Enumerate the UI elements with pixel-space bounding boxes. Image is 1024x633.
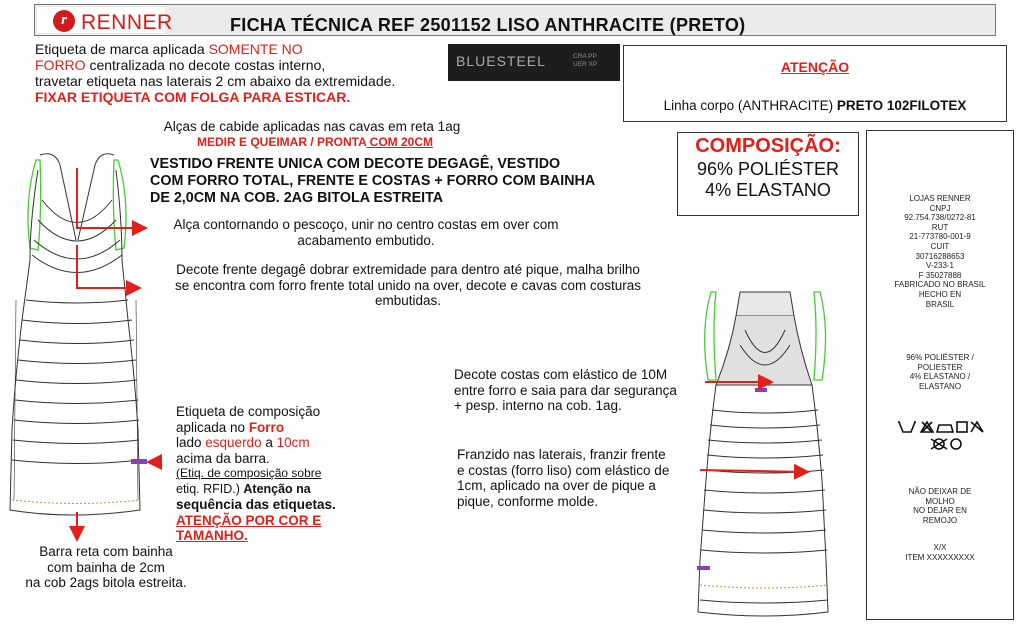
- comp-line: aplicada no: [176, 419, 249, 435]
- gathering-line: 1cm, aplicado na over de pique a: [457, 478, 656, 493]
- back-rfid-marker: [697, 566, 710, 570]
- brand-mark-icon: r: [53, 10, 75, 32]
- instr-line3: travetar etiqueta nas laterais 2 cm abaixo da extremidade.: [35, 73, 396, 89]
- care-line: MOLHO: [925, 496, 955, 506]
- desc-line: DE 2,0CM NA COB. 2AG BITOLA ESTREITA: [150, 190, 444, 206]
- brand-label-name: BLUESTEEL: [456, 53, 546, 69]
- back-neck-line: entre forro e saia para dar segurança: [454, 382, 677, 398]
- hanger-measure-b: COM 20CM: [366, 135, 434, 149]
- care-line: HECHO EN: [918, 289, 962, 299]
- neckline-line: se encontra com forro frente total unido na over, decote e cavas com costuras: [174, 277, 641, 293]
- comp-line: Etiqueta de composição: [176, 404, 321, 419]
- back-dress-sketch: [698, 292, 828, 616]
- care-line: NÃO DEIXAR DE: [908, 487, 972, 496]
- strap-line: Alça contornando o pescoço, unir no centro costas em over com: [173, 217, 559, 232]
- front-label-marker: [131, 459, 147, 464]
- gathering-line: e costas (forro liso) com elástico de: [457, 462, 670, 478]
- composition-line2: 4% ELASTANO: [705, 180, 831, 200]
- comp-color-size: ATENÇÃO POR COR E: [176, 512, 322, 528]
- fineprint-line: UER XP: [573, 61, 598, 68]
- annotation-arrows: [77, 168, 808, 540]
- care-size: X/X: [933, 543, 947, 552]
- composition-line1: 96% POLIÉSTER: [696, 159, 840, 179]
- hem-line: na cob 2ags bitola estreita.: [25, 575, 187, 590]
- comp-line: acima da barra.: [176, 450, 270, 466]
- care-line: BRASIL: [925, 299, 955, 309]
- comp-lining: Forro: [248, 419, 285, 435]
- care-item: ITEM XXXXXXXXX: [905, 553, 975, 562]
- comp-attention: Atenção na: [243, 481, 311, 496]
- back-neck-line: + pesp. interno na cob. 1ag.: [454, 398, 622, 413]
- neckline-line: embutidas.: [374, 293, 442, 308]
- page-title: FICHA TÉCNICA REF 2501152 LISO ANTHRACITE (PRETO): [230, 15, 746, 35]
- care-line: RUT: [931, 222, 949, 232]
- care-line: FABRICADO NO BRASIL: [894, 280, 986, 290]
- desc-line: COM FORRO TOTAL, FRENTE E COSTAS + FORRO COM BAINHA: [150, 173, 596, 189]
- composition-title: COMPOSIÇÃO:: [695, 135, 841, 157]
- hanger-note: Alças de cabide aplicadas nas cavas em reta 1ag: [163, 119, 461, 134]
- front-dress-sketch: [10, 154, 140, 515]
- care-line: CNPJ: [929, 203, 951, 213]
- care-line: 30716288653: [915, 251, 965, 261]
- comp-10cm: 10cm: [276, 435, 310, 450]
- gathering-line: Franzido nas laterais, franzir frente: [457, 447, 666, 462]
- comp-line: sequência das etiquetas.: [176, 497, 336, 512]
- comp-line: (Etiq. de composição sobre: [176, 466, 322, 480]
- back-label-marker: [755, 388, 767, 392]
- instr-only-lining: SOMENTE NO: [208, 41, 303, 57]
- gathering-line: pique, conforme molde.: [457, 493, 599, 509]
- comp-color-size: TAMANHO.: [176, 528, 248, 543]
- care-line: CUIT: [930, 241, 950, 251]
- care-line: LOJAS RENNER: [909, 194, 971, 203]
- instr-line4: FIXAR ETIQUETA COM FOLGA PARA ESTICAR.: [35, 89, 351, 105]
- back-neck-line: Decote costas com elástico de 10M: [454, 367, 668, 382]
- care-line: ELASTANO: [918, 381, 962, 391]
- comp-line: a: [261, 435, 277, 450]
- thread-code: PRETO 102FILOTEX: [836, 98, 967, 113]
- instr-lining: FORRO: [35, 57, 86, 73]
- care-line: F 35027888: [918, 270, 962, 280]
- care-line: 21-773780-001-9: [909, 232, 971, 242]
- care-line: 96% POLIÉSTER /: [906, 353, 974, 362]
- care-line: V-233-1: [925, 261, 955, 271]
- care-line: POLIESTER: [917, 362, 963, 372]
- instr-line1: Etiqueta de marca aplicada: [35, 41, 209, 57]
- care-line: 92.754.738/0272-81: [904, 213, 976, 223]
- hem-line: com bainha de 2cm: [47, 559, 165, 575]
- strap-line: acabamento embutido.: [297, 232, 435, 248]
- hem-line: Barra reta com bainha: [39, 544, 173, 559]
- fineprint-line: CRA PP: [573, 53, 597, 60]
- neckline-line: Decote frente degagê dobrar extremidade para dentro até pique, malha brilho: [176, 262, 640, 277]
- care-line: 4% ELASTANO /: [909, 372, 971, 382]
- attention-title: ATENÇÃO: [780, 59, 850, 75]
- desc-line: VESTIDO FRENTE UNICA COM DECOTE DEGAGÊ, VESTIDO: [150, 156, 561, 172]
- hanger-measure-a: MEDIR E QUEIMAR / PRONTA: [196, 135, 367, 149]
- comp-left: esquerdo: [205, 435, 262, 450]
- thread-desc: Linha corpo (ANTHRACITE): [663, 98, 837, 113]
- comp-line: lado: [176, 435, 206, 450]
- instr-line2: centralizada no decote costas interno,: [85, 57, 326, 73]
- care-line: REMOJO: [922, 515, 958, 525]
- care-line: NO DEJAR EN: [913, 506, 967, 516]
- brand-name: RENNER: [81, 11, 173, 34]
- comp-line: etiq. RFID.): [176, 481, 244, 496]
